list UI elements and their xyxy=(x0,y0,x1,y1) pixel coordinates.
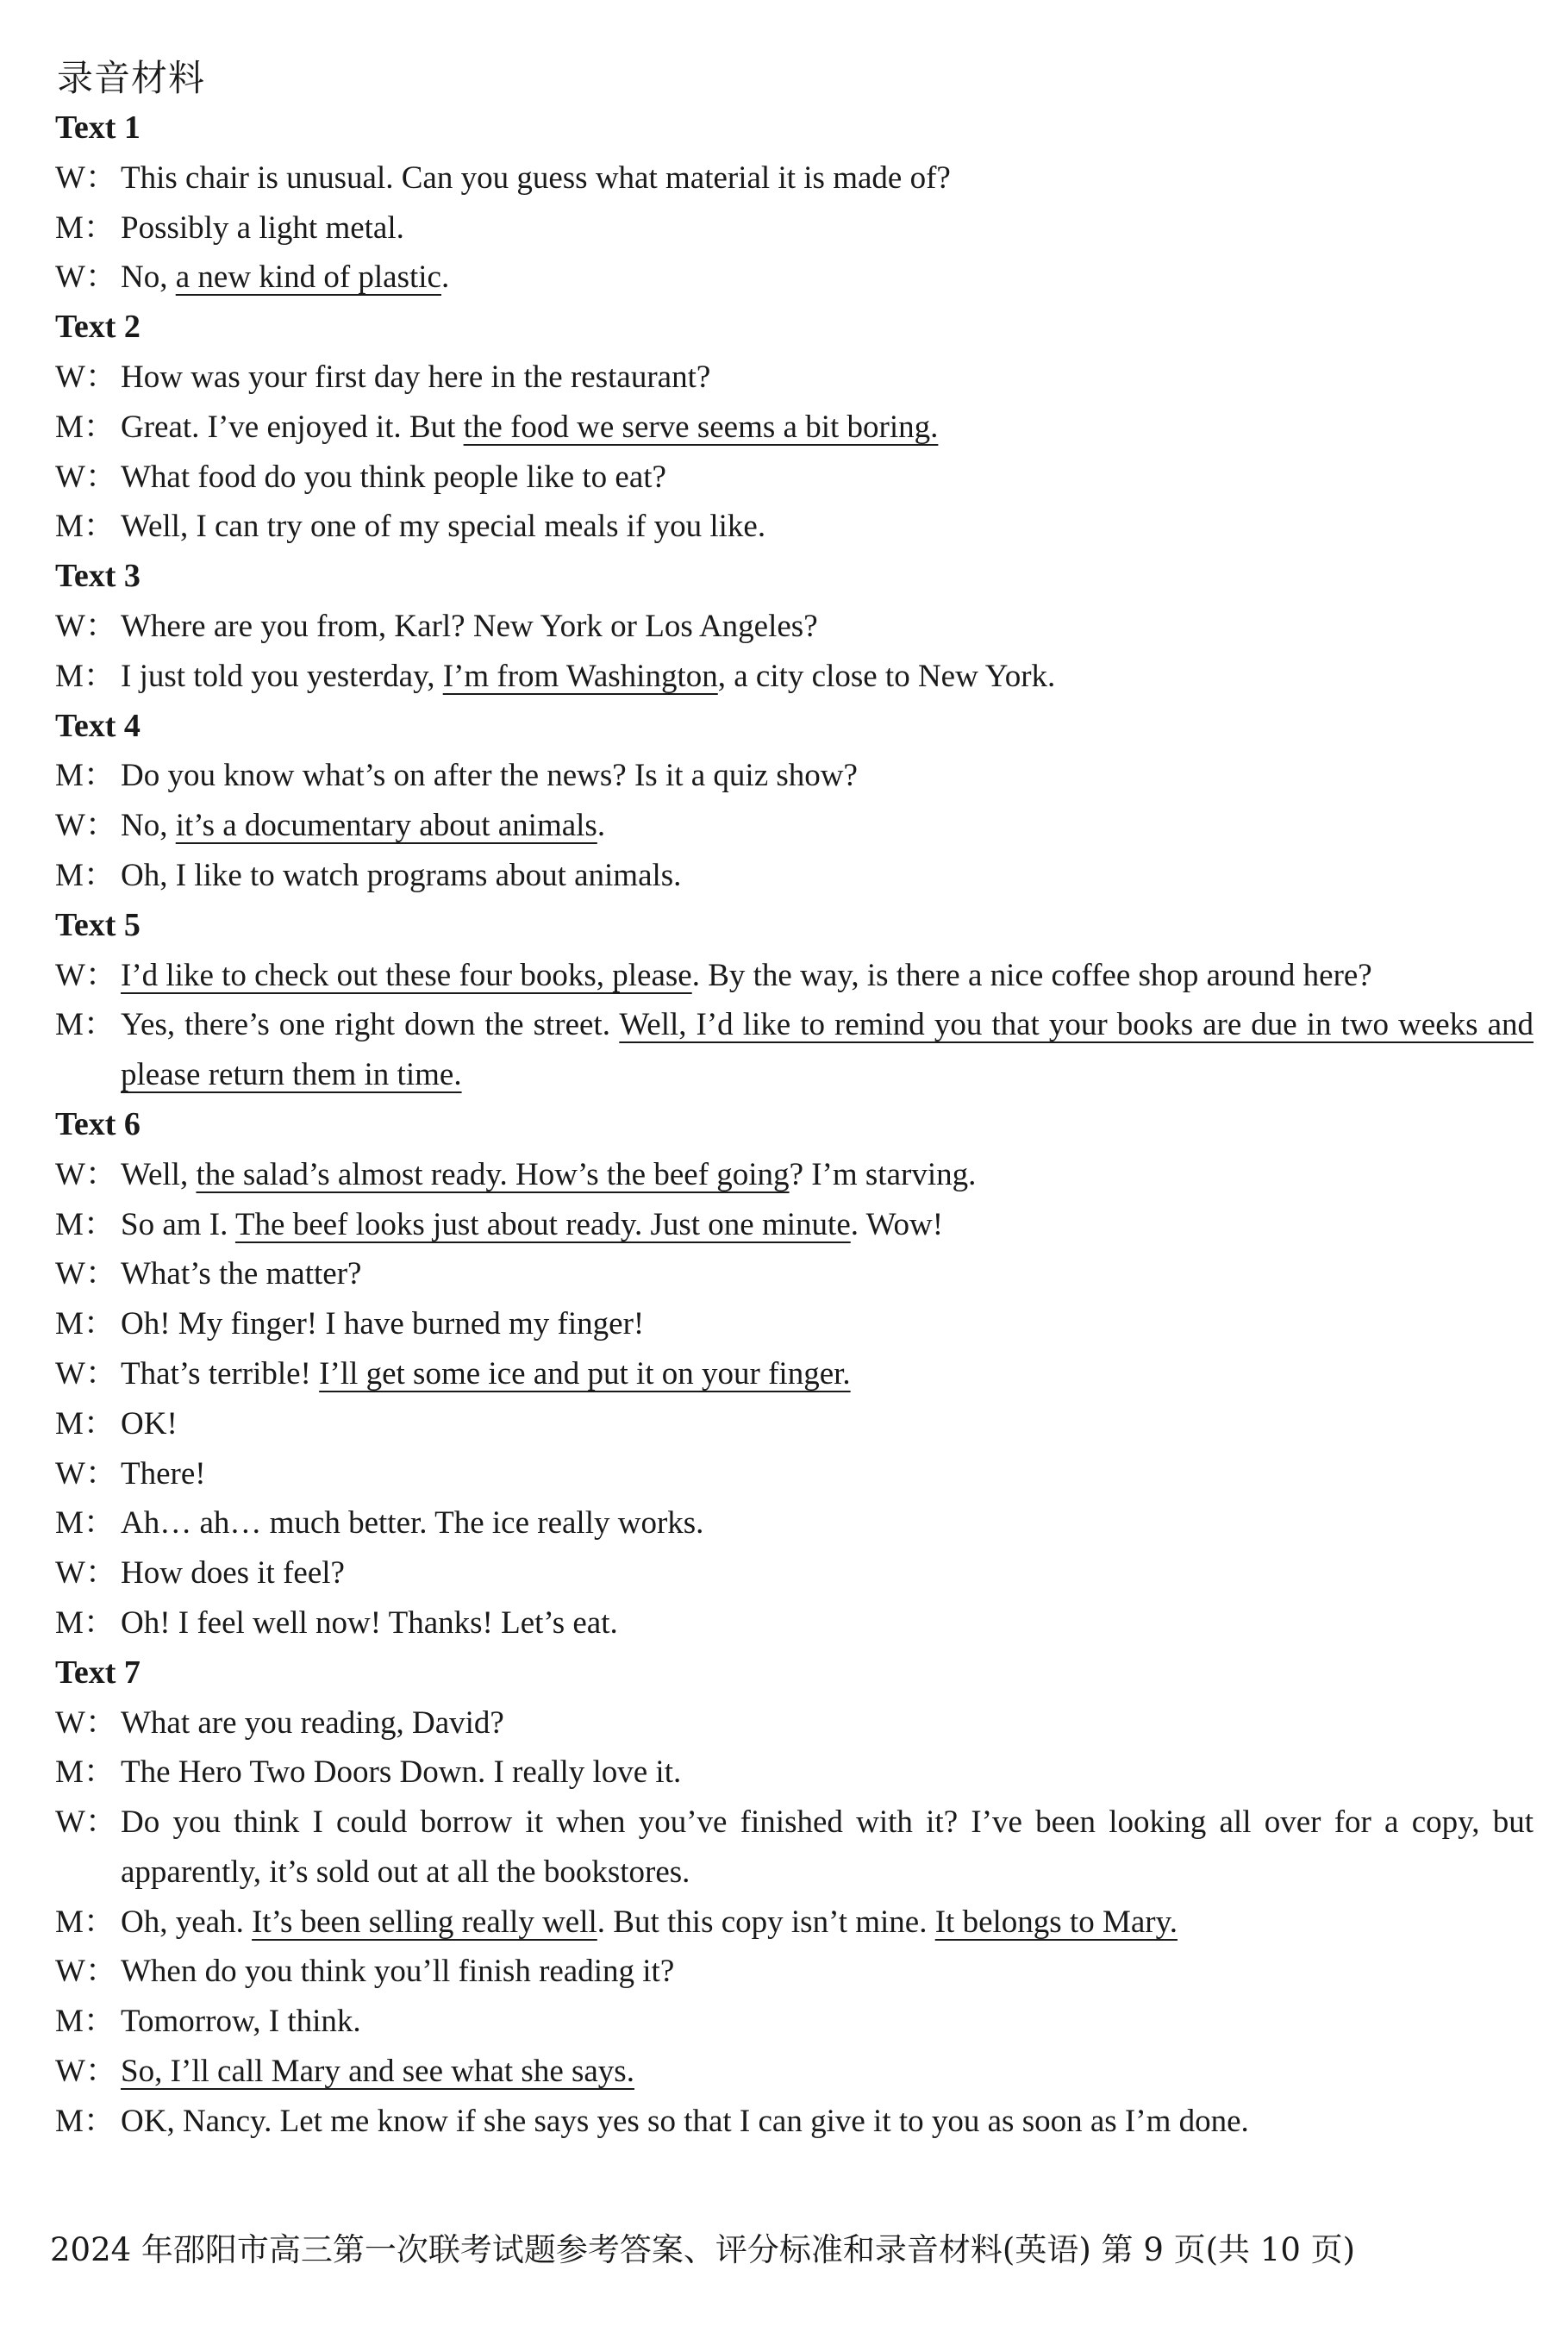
document-title: 录音材料 xyxy=(57,57,206,99)
speaker-label: M： xyxy=(55,509,116,545)
dialogue-line xyxy=(55,1997,1534,2047)
dialogue-line xyxy=(55,1000,1534,1100)
page-footer: 2024 年邵阳市高三第一次联考试题参考答案、评分标准和录音材料(英语) 第 9 页(共 10 页) xyxy=(50,2231,1356,2268)
dialogue-text: No, xyxy=(121,808,176,844)
dialogue-line xyxy=(55,153,1534,203)
section-heading: Text 1 xyxy=(55,109,141,146)
speaker-label: M： xyxy=(55,1604,116,1641)
speaker-label: M： xyxy=(55,1405,116,1442)
speaker-label: W： xyxy=(55,359,117,395)
dialogue-line xyxy=(55,751,1534,801)
dialogue-text: Do you think I could borrow it when you’ve finished with it? I’ve been looking all over for a copy, but apparently, it’s sold out at all the bookstores. xyxy=(121,1804,1534,1890)
dialogue-text: No, xyxy=(121,260,176,296)
transcript-sections xyxy=(55,103,1534,2147)
answer-underline-text: I’d like to check out these four books, please xyxy=(121,957,692,993)
dialogue-line xyxy=(55,801,1534,851)
speaker-label: W： xyxy=(55,1455,117,1492)
answer-underline-text: I’m from Washington xyxy=(442,658,718,694)
dialogue-line xyxy=(55,1299,1534,1349)
speaker-label: W： xyxy=(55,260,117,296)
answer-underline-text: a new kind of plastic xyxy=(175,260,441,296)
dialogue-text: The Hero Two Doors Down. I really love it. xyxy=(121,1754,682,1791)
speaker-label: W： xyxy=(55,1555,117,1592)
section-heading: Text 6 xyxy=(55,1105,141,1142)
speaker-label: M： xyxy=(55,210,116,246)
dialogue-text: How was your first day here in the restaurant? xyxy=(121,359,711,395)
speaker-label: W： xyxy=(55,1804,117,1841)
section-heading: Text 4 xyxy=(55,707,141,744)
dialogue-text: Oh! My finger! I have burned my finger! xyxy=(121,1306,645,1342)
speaker-label: M： xyxy=(55,1206,116,1242)
speaker-label: W： xyxy=(55,159,117,196)
transcript-section xyxy=(55,103,1534,303)
answer-underline-text: The beef looks just about ready. Just one minute xyxy=(234,1206,851,1242)
answer-underline-text: it’s a documentary about animals xyxy=(175,808,597,844)
answer-underline-text: It’s been selling really well xyxy=(252,1904,597,1940)
speaker-label: M： xyxy=(55,1306,116,1342)
dialogue-text: When do you think you’ll finish reading it? xyxy=(121,1954,675,1990)
dialogue-text: . But this copy isn’t mine. xyxy=(597,1904,935,1940)
speaker-label: M： xyxy=(55,409,116,445)
dialogue-text: So am I. xyxy=(121,1206,235,1242)
answer-underline-text: the salad’s almost ready. How’s the beef going xyxy=(196,1156,790,1192)
dialogue-text: Well, xyxy=(121,1156,197,1192)
dialogue-text: , a city close to New York. xyxy=(717,658,1056,694)
speaker-label: W： xyxy=(55,1355,117,1392)
dialogue-line xyxy=(55,1748,1534,1798)
dialogue-line xyxy=(55,1698,1534,1748)
dialogue-text: . Wow! xyxy=(850,1206,944,1242)
dialogue-line xyxy=(55,1498,1534,1548)
speaker-label: W： xyxy=(55,608,117,644)
speaker-label: W： xyxy=(55,1954,117,1990)
document-page xyxy=(55,53,1534,2147)
dialogue-line xyxy=(55,1598,1534,1648)
answer-underline-text: So, I’ll call Mary and see what she says. xyxy=(121,2054,634,2090)
transcript-section xyxy=(55,552,1534,701)
dialogue-text: OK! xyxy=(121,1405,178,1442)
answer-underline-text: It belongs to Mary. xyxy=(934,1904,1178,1940)
dialogue-line xyxy=(55,2097,1534,2147)
dialogue-text: Where are you from, Karl? New York or Los Angeles? xyxy=(121,608,818,644)
speaker-label: M： xyxy=(55,1904,116,1940)
dialogue-text: There! xyxy=(121,1455,206,1492)
dialogue-line xyxy=(55,1200,1534,1250)
dialogue-text: Well, I can try one of my special meals if you like. xyxy=(121,509,766,545)
section-heading: Text 5 xyxy=(55,906,141,943)
transcript-section xyxy=(55,1648,1534,2147)
dialogue-text: Do you know what’s on after the news? Is it a quiz show? xyxy=(121,758,858,794)
dialogue-text: What food do you think people like to eat? xyxy=(121,459,666,495)
dialogue-text: ? I’m starving. xyxy=(789,1156,977,1192)
dialogue-line xyxy=(55,1449,1534,1499)
dialogue-line xyxy=(55,1249,1534,1299)
answer-underline-text: the food we serve seems a bit boring. xyxy=(463,409,939,445)
answer-underline-text: I’ll get some ice and put it on your finger. xyxy=(319,1355,851,1392)
dialogue-line xyxy=(55,453,1534,503)
dialogue-text: . xyxy=(440,260,450,296)
transcript-section xyxy=(55,303,1534,552)
dialogue-text: . By the way, is there a nice coffee shop around here? xyxy=(691,957,1372,993)
dialogue-line xyxy=(55,1898,1534,1948)
dialogue-text: What’s the matter? xyxy=(121,1256,362,1292)
speaker-label: W： xyxy=(55,1704,117,1741)
dialogue-text: This chair is unusual. Can you guess what material it is made of? xyxy=(121,159,951,196)
transcript-section xyxy=(55,1100,1534,1648)
dialogue-line xyxy=(55,502,1534,552)
speaker-label: M： xyxy=(55,2103,116,2139)
speaker-label: W： xyxy=(55,2054,117,2090)
speaker-label: M： xyxy=(55,658,116,694)
section-heading: Text 7 xyxy=(55,1654,141,1691)
dialogue-line xyxy=(55,1349,1534,1399)
dialogue-line xyxy=(55,1947,1534,1997)
dialogue-text: That’s terrible! xyxy=(121,1355,320,1392)
dialogue-text: Possibly a light metal. xyxy=(121,210,404,246)
dialogue-text: Tomorrow, I think. xyxy=(121,2004,361,2040)
speaker-label: M： xyxy=(55,857,116,893)
speaker-label: W： xyxy=(55,459,117,495)
dialogue-text: . xyxy=(597,808,606,844)
speaker-label: W： xyxy=(55,957,117,993)
dialogue-text: Oh, I like to watch programs about animals. xyxy=(121,857,682,893)
dialogue-line xyxy=(55,203,1534,253)
dialogue-line xyxy=(55,353,1534,403)
dialogue-line xyxy=(55,1150,1534,1200)
dialogue-line xyxy=(55,652,1534,702)
dialogue-line xyxy=(55,602,1534,652)
section-heading: Text 2 xyxy=(55,309,141,346)
dialogue-line xyxy=(55,403,1534,453)
dialogue-text: Great. I’ve enjoyed it. But xyxy=(121,409,464,445)
answer-underline-text: Well, I’d like to remind you that your books are due in two weeks and please return them in time. xyxy=(121,1007,1534,1093)
speaker-label: M： xyxy=(55,1007,116,1043)
speaker-label: M： xyxy=(55,1754,116,1791)
speaker-label: M： xyxy=(55,758,116,794)
dialogue-line xyxy=(55,1399,1534,1449)
dialogue-line xyxy=(55,253,1534,303)
dialogue-text: Ah… ah… much better. The ice really works. xyxy=(121,1505,704,1542)
dialogue-text: What are you reading, David? xyxy=(121,1704,504,1741)
transcript-section xyxy=(55,901,1534,1100)
section-heading: Text 3 xyxy=(55,558,141,595)
dialogue-line xyxy=(55,851,1534,901)
dialogue-text: Yes, there’s one right down the street. xyxy=(121,1007,620,1043)
dialogue-text: How does it feel? xyxy=(121,1555,345,1592)
dialogue-line xyxy=(55,951,1534,1001)
dialogue-text: I just told you yesterday, xyxy=(121,658,443,694)
dialogue-line xyxy=(55,1798,1534,1898)
speaker-label: W： xyxy=(55,1156,117,1192)
dialogue-text: OK, Nancy. Let me know if she says yes so that I can give it to you as soon as I’m done. xyxy=(121,2103,1249,2139)
speaker-label: M： xyxy=(55,1505,116,1542)
dialogue-line xyxy=(55,1548,1534,1598)
speaker-label: W： xyxy=(55,808,117,844)
transcript-section xyxy=(55,702,1534,901)
speaker-label: W： xyxy=(55,1256,117,1292)
dialogue-text: Oh! I feel well now! Thanks! Let’s eat. xyxy=(121,1604,618,1641)
speaker-label: M： xyxy=(55,2004,116,2040)
dialogue-text: Oh, yeah. xyxy=(121,1904,253,1940)
dialogue-line xyxy=(55,2047,1534,2097)
